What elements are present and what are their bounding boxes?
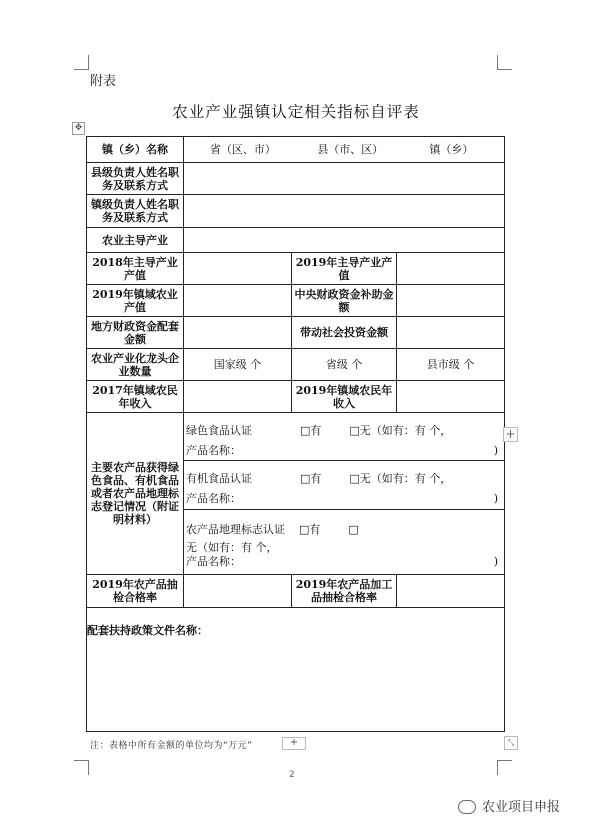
wechat-icon bbox=[458, 800, 476, 814]
geo-indication-label: 农产品地理标志认证 bbox=[186, 523, 285, 536]
geo-indication-line2: 无（如有：有 个， bbox=[186, 541, 278, 554]
provincial-level-field[interactable]: 省级 个 bbox=[292, 349, 397, 381]
town-field: 镇（乡） bbox=[429, 143, 474, 156]
output-2018-field[interactable] bbox=[184, 253, 292, 285]
organic-food-no-checkbox[interactable]: □无（如有：有 个， bbox=[349, 472, 452, 485]
income-2017-field[interactable] bbox=[184, 381, 292, 413]
pass-rate-2019-label: 2019年农产品抽检合格率 bbox=[87, 575, 184, 608]
income-2019-field[interactable] bbox=[397, 381, 505, 413]
footnote: 注：表格中所有金额的单位均为“万元” bbox=[90, 741, 253, 751]
geo-indication-no-checkbox[interactable]: □ bbox=[348, 523, 359, 536]
geo-indication-yes-checkbox[interactable]: □有 bbox=[299, 523, 321, 536]
add-row-button[interactable]: + bbox=[282, 737, 306, 750]
agri-output-2019-label: 2019年镇域农业产值 bbox=[87, 285, 184, 317]
policy-docs-label: 配套扶持政策文件名称： bbox=[87, 624, 208, 637]
policy-docs-field[interactable] bbox=[87, 608, 505, 732]
leading-industry-label: 农业主导产业 bbox=[87, 228, 184, 253]
national-level-field[interactable]: 国家级 个 bbox=[184, 349, 292, 381]
income-2019-label: 2019年镇域农民年收入 bbox=[292, 381, 397, 413]
pass-rate-2019-field[interactable] bbox=[184, 575, 292, 608]
central-fund-label: 中央财政资金补助金额 bbox=[292, 285, 397, 317]
green-food-no-checkbox[interactable]: □无（如有：有 个， bbox=[349, 423, 452, 437]
social-invest-label: 带动社会投资金额 bbox=[292, 317, 397, 349]
geo-indication-product-label: 产品名称： bbox=[186, 555, 241, 568]
geo-indication-close-paren: ) bbox=[493, 555, 498, 568]
margin-corner-mark bbox=[74, 760, 89, 775]
town-name-field[interactable] bbox=[184, 137, 505, 163]
margin-corner-mark bbox=[497, 760, 512, 775]
organic-food-label: 有机食品认证 bbox=[186, 472, 252, 485]
plus-icon[interactable]: + bbox=[503, 427, 518, 442]
green-food-close-paren: ) bbox=[493, 443, 498, 457]
processed-pass-rate-label: 2019年农产品加工品抽检合格率 bbox=[292, 575, 397, 608]
agri-output-2019-field[interactable] bbox=[184, 285, 292, 317]
county-level-field[interactable]: 县市级 个 bbox=[397, 349, 505, 381]
evaluation-table bbox=[86, 136, 505, 732]
attachment-label: 附表 bbox=[90, 74, 117, 89]
central-fund-field[interactable] bbox=[397, 285, 505, 317]
income-2017-label: 2017年镇域农民年收入 bbox=[87, 381, 184, 413]
leading-industry-field[interactable] bbox=[184, 228, 505, 253]
local-fund-field[interactable] bbox=[184, 317, 292, 349]
province-field: 省（区、市） bbox=[209, 143, 276, 156]
town-leader-label: 镇级负责人姓名职务及联系方式 bbox=[87, 195, 184, 228]
certification-label: 主要农产品获得绿色食品、有机食品或者农产品地理标志登记情况（附证明材料） bbox=[87, 413, 184, 575]
green-food-option[interactable] bbox=[184, 413, 505, 461]
page-number: 2 bbox=[289, 770, 295, 780]
town-leader-field[interactable] bbox=[184, 195, 505, 228]
output-2018-label: 2018年主导产业产值 bbox=[87, 253, 184, 285]
move-icon[interactable]: ✥ bbox=[72, 122, 85, 135]
leading-enterprises-label: 农业产业化龙头企业数量 bbox=[87, 349, 184, 381]
green-food-product-label: 产品名称： bbox=[186, 443, 241, 457]
page-title: 农业产业强镇认定相关指标自评表 bbox=[172, 103, 420, 121]
green-food-yes-checkbox[interactable]: □有 bbox=[300, 423, 322, 437]
processed-pass-rate-field[interactable] bbox=[397, 575, 505, 608]
green-food-label: 绿色食品认证 bbox=[186, 423, 252, 437]
output-2019-label: 2019年主导产业产值 bbox=[292, 253, 397, 285]
organic-food-product-label: 产品名称： bbox=[186, 492, 241, 505]
margin-corner-mark bbox=[74, 55, 89, 70]
organic-food-option[interactable] bbox=[184, 461, 505, 510]
watermark-text: 农业项目申报 bbox=[482, 800, 561, 815]
local-fund-label: 地方财政资金配套金额 bbox=[87, 317, 184, 349]
output-2019-field[interactable] bbox=[397, 253, 505, 285]
organic-food-close-paren: ) bbox=[493, 492, 498, 505]
county-field: 县（市、区） bbox=[317, 143, 384, 156]
organic-food-yes-checkbox[interactable]: □有 bbox=[300, 472, 322, 485]
geo-indication-option[interactable] bbox=[184, 510, 505, 575]
margin-corner-mark bbox=[497, 55, 512, 70]
county-leader-field[interactable] bbox=[184, 163, 505, 195]
watermark bbox=[458, 796, 560, 815]
county-leader-label: 县级负责人姓名职务及联系方式 bbox=[87, 163, 184, 195]
resize-icon[interactable]: ⤡ bbox=[504, 736, 518, 750]
social-invest-field[interactable] bbox=[397, 317, 505, 349]
town-name-label: 镇（乡）名称 bbox=[87, 137, 184, 163]
